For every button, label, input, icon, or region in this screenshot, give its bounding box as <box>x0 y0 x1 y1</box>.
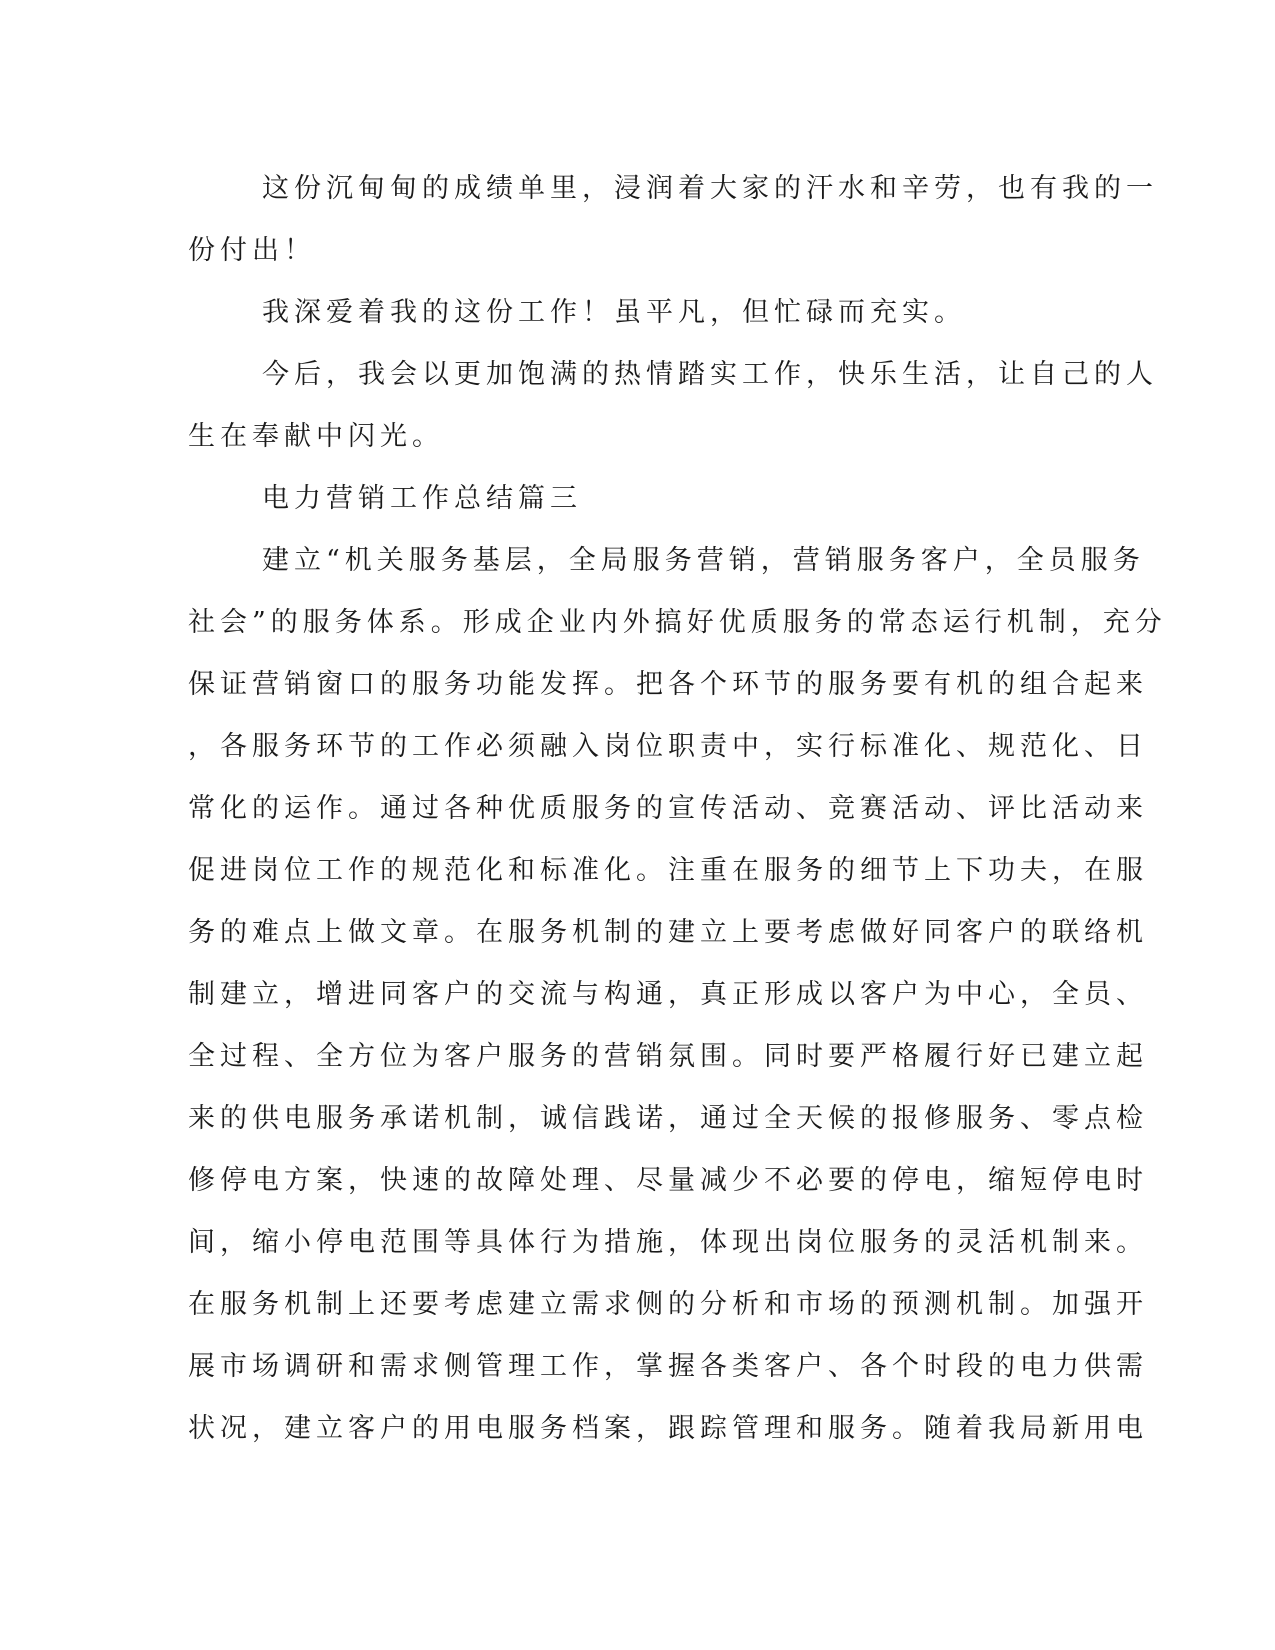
text-line: 来的供电服务承诺机制，诚信践诺，通过全天候的报修服务、零点检 <box>188 1103 1148 1134</box>
text-line: 份付出！ <box>188 235 316 266</box>
text-line: 常化的运作。通过各种优质服务的宣传活动、竞赛活动、评比活动来 <box>188 793 1148 824</box>
text-line: ，各服务环节的工作必须融入岗位职责中，实行标准化、规范化、日 <box>188 731 1148 762</box>
text-line: 状况，建立客户的用电服务档案，跟踪管理和服务。随着我局新用电 <box>188 1413 1148 1444</box>
text-line: 建立“机关服务基层，全局服务营销，营销服务客户，全员服务 <box>262 545 1145 576</box>
text-line: 全过程、全方位为客户服务的营销氛围。同时要严格履行好已建立起 <box>188 1041 1148 1072</box>
document-body <box>188 158 1167 1460</box>
text-line: 修停电方案，快速的故障处理、尽量减少不必要的停电，缩短停电时 <box>188 1165 1148 1196</box>
text-line: 今后，我会以更加饱满的热情踏实工作，快乐生活，让自己的人 <box>262 359 1158 390</box>
text-line: 我深爱着我的这份工作！虽平凡，但忙碌而充实。 <box>262 297 966 328</box>
text-line: 在服务机制上还要考虑建立需求侧的分析和市场的预测机制。加强开 <box>188 1289 1148 1320</box>
text-line: 社会”的服务体系。形成企业内外搞好优质服务的常态运行机制，充分 <box>188 607 1167 638</box>
text-line: 制建立，增进同客户的交流与构通，真正形成以客户为中心，全员、 <box>188 979 1148 1010</box>
text-line: 促进岗位工作的规范化和标准化。注重在服务的细节上下功夫，在服 <box>188 855 1148 886</box>
text-line: 这份沉甸甸的成绩单里，浸润着大家的汗水和辛劳，也有我的一 <box>262 173 1158 204</box>
text-line: 展市场调研和需求侧管理工作，掌握各类客户、各个时段的电力供需 <box>188 1351 1148 1382</box>
text-line: 务的难点上做文章。在服务机制的建立上要考虑做好同客户的联络机 <box>188 917 1148 948</box>
text-line: 间，缩小停电范围等具体行为措施，体现出岗位服务的灵活机制来。 <box>188 1227 1148 1258</box>
text-line: 生在奉献中闪光。 <box>188 421 444 452</box>
text-line: 保证营销窗口的服务功能发挥。把各个环节的服务要有机的组合起来 <box>188 669 1148 700</box>
section-heading: 电力营销工作总结篇三 <box>262 483 582 514</box>
